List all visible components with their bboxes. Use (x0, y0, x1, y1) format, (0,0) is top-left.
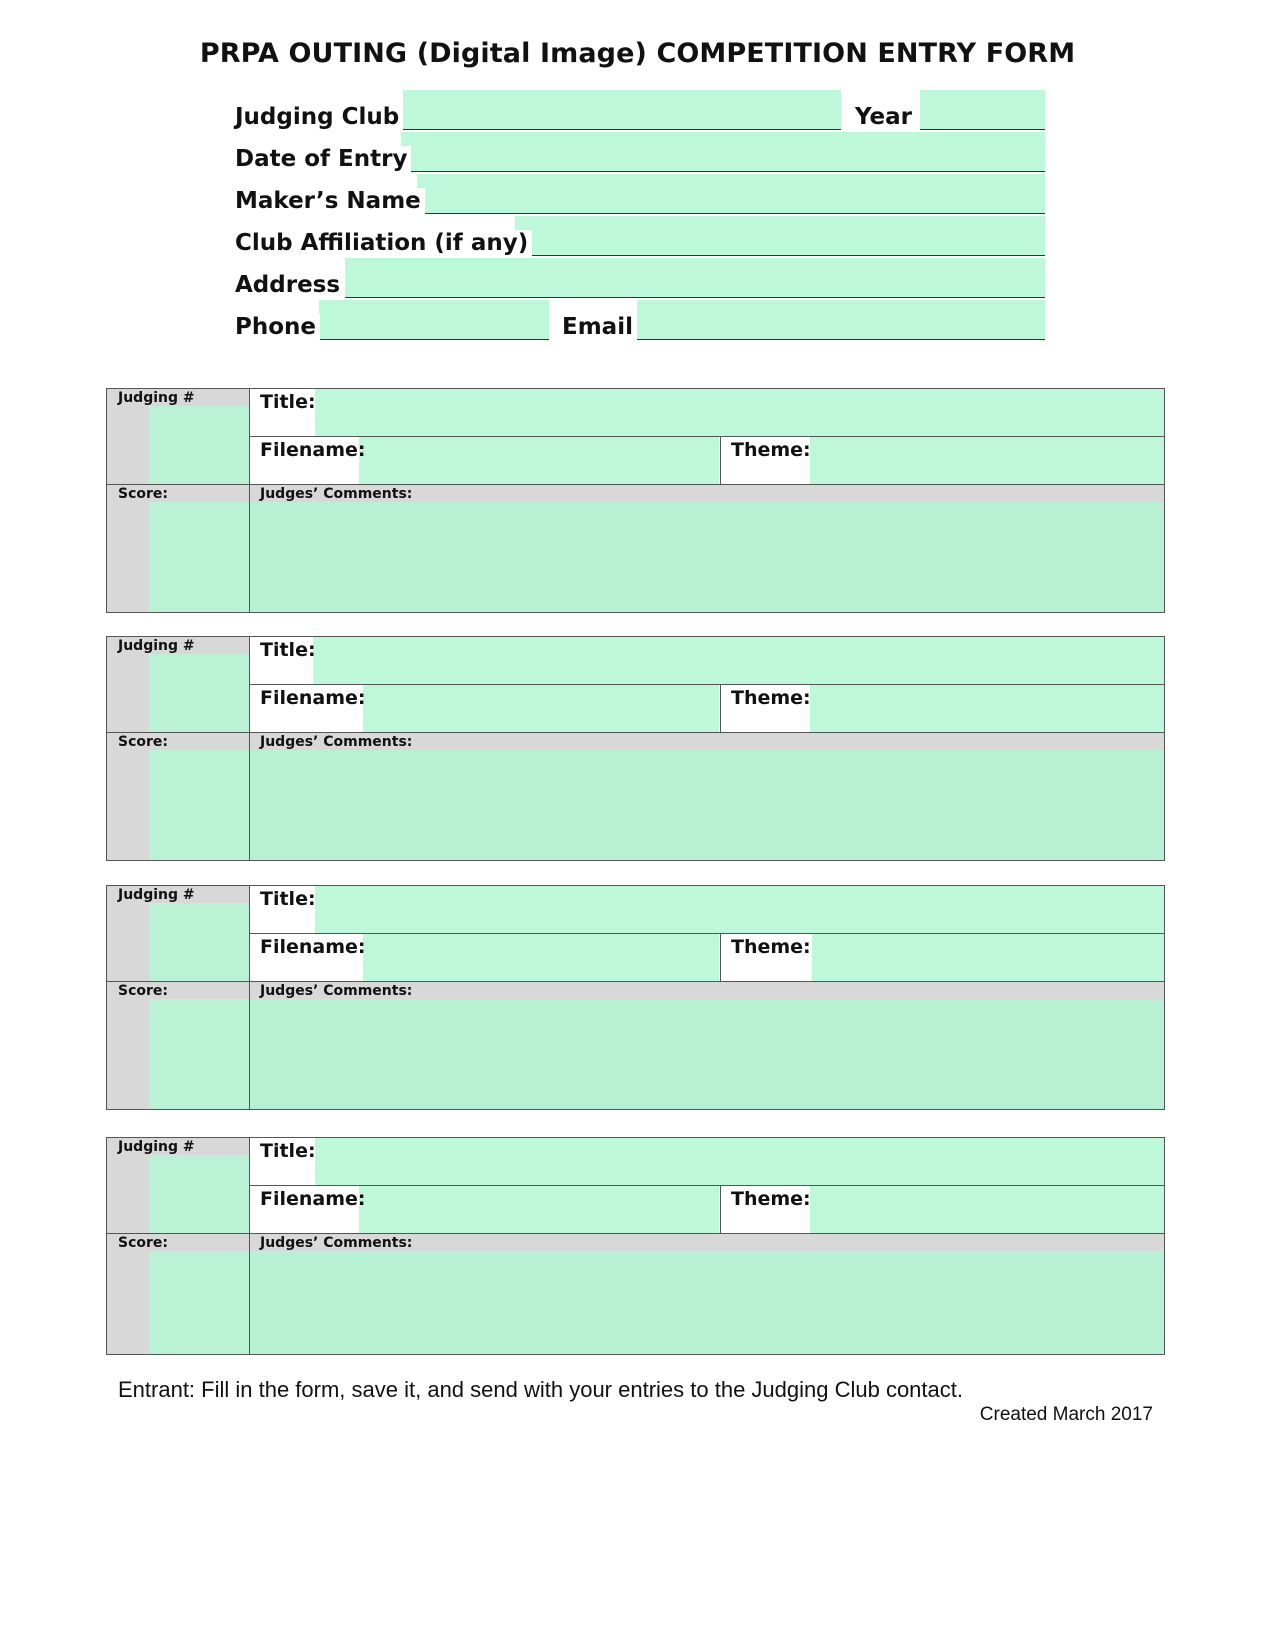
club-affiliation-field[interactable] (515, 216, 1045, 256)
title-field[interactable] (313, 637, 1164, 684)
title-label: Title: (260, 1140, 316, 1162)
makers-name-label: Maker’s Name (235, 188, 425, 214)
filename-field[interactable] (359, 1186, 719, 1233)
club-affiliation-label: Club Affiliation (if any) (235, 230, 532, 256)
title-label: Title: (260, 639, 316, 661)
theme-field[interactable] (810, 685, 1164, 732)
judging-club-row (235, 90, 1045, 130)
filename-theme-divider (720, 1185, 721, 1234)
score-field[interactable] (149, 750, 249, 860)
filename-theme-divider (720, 436, 721, 485)
judges-comments-cell (250, 733, 1164, 860)
title-field[interactable] (315, 1138, 1164, 1185)
email-field[interactable] (637, 300, 1045, 340)
date-of-entry-field[interactable] (401, 132, 1045, 172)
theme-label: Theme: (731, 687, 811, 709)
theme-label: Theme: (731, 1188, 811, 1210)
judging-number-label: Judging # (118, 1139, 195, 1155)
score-label: Score: (118, 734, 168, 750)
judging-number-label: Judging # (118, 887, 195, 903)
judges-comments-cell (250, 1234, 1164, 1354)
entry-block (106, 1137, 1165, 1355)
entry-block (106, 636, 1165, 861)
score-label: Score: (118, 486, 168, 502)
filename-label: Filename: (260, 439, 366, 461)
title-label: Title: (260, 888, 316, 910)
filename-label: Filename: (260, 687, 366, 709)
year-field[interactable] (920, 90, 1045, 130)
score-label: Score: (118, 1235, 168, 1251)
address-row (235, 258, 1045, 298)
theme-label: Theme: (731, 439, 811, 461)
filename-theme-divider (720, 684, 721, 733)
judging-number-label: Judging # (118, 638, 195, 654)
judges-comments-field[interactable] (250, 1251, 1164, 1354)
judges-comments-cell (250, 485, 1164, 612)
judging-number-field[interactable] (149, 1155, 249, 1234)
club-affiliation-row (235, 216, 1045, 256)
created-date: Created March 2017 (979, 1404, 1153, 1425)
makers-name-row (235, 174, 1045, 214)
phone-label: Phone (235, 314, 320, 340)
judges-comments-field[interactable] (250, 502, 1164, 612)
address-field[interactable] (345, 258, 1045, 298)
entrant-instructions: Entrant: Fill in the form, save it, and send with your entries to the Judging Club contact. (118, 1377, 963, 1402)
judging-club-label: Judging Club (235, 104, 403, 130)
judges-comments-label: Judges’ Comments: (260, 1235, 413, 1251)
filename-theme-divider (720, 933, 721, 982)
judging-number-cell (107, 389, 249, 485)
filename-field[interactable] (363, 685, 719, 732)
judging-club-field[interactable] (403, 90, 841, 130)
year-label: Year (855, 104, 916, 130)
judges-comments-label: Judges’ Comments: (260, 983, 413, 999)
score-field[interactable] (149, 502, 249, 612)
filename-label: Filename: (260, 1188, 366, 1210)
entry-block (106, 885, 1165, 1110)
phone-field[interactable] (319, 300, 549, 340)
filename-field[interactable] (359, 437, 719, 484)
theme-label: Theme: (731, 936, 811, 958)
filename-label: Filename: (260, 936, 366, 958)
title-field[interactable] (315, 886, 1164, 933)
judging-number-field[interactable] (149, 654, 249, 733)
theme-field[interactable] (810, 1186, 1164, 1233)
score-label: Score: (118, 983, 168, 999)
entry-block (106, 388, 1165, 613)
title-field[interactable] (315, 389, 1164, 436)
phone-email-row (235, 300, 1045, 340)
date-of-entry-row (235, 132, 1045, 172)
title-label: Title: (260, 391, 316, 413)
judging-number-field[interactable] (149, 903, 249, 982)
judges-comments-cell (250, 982, 1164, 1109)
judging-number-label: Judging # (118, 390, 195, 406)
score-cell (107, 733, 249, 860)
judges-comments-label: Judges’ Comments: (260, 734, 413, 750)
filename-field[interactable] (363, 934, 719, 981)
judges-comments-label: Judges’ Comments: (260, 486, 413, 502)
judges-comments-field[interactable] (250, 750, 1164, 860)
theme-field[interactable] (812, 934, 1164, 981)
score-cell (107, 982, 249, 1109)
judging-number-cell (107, 886, 249, 982)
makers-name-field[interactable] (417, 174, 1045, 214)
score-field[interactable] (149, 999, 249, 1109)
score-field[interactable] (149, 1251, 249, 1354)
email-label: Email (562, 314, 637, 340)
judging-number-cell (107, 1138, 249, 1234)
judging-number-cell (107, 637, 249, 733)
theme-field[interactable] (810, 437, 1164, 484)
date-of-entry-label: Date of Entry (235, 146, 411, 172)
form-title: PRPA OUTING (Digital Image) COMPETITION ENTRY FORM (199, 38, 1076, 69)
address-label: Address (235, 272, 344, 298)
judging-number-field[interactable] (149, 406, 249, 485)
judges-comments-field[interactable] (250, 999, 1164, 1109)
score-cell (107, 1234, 249, 1354)
score-cell (107, 485, 249, 612)
